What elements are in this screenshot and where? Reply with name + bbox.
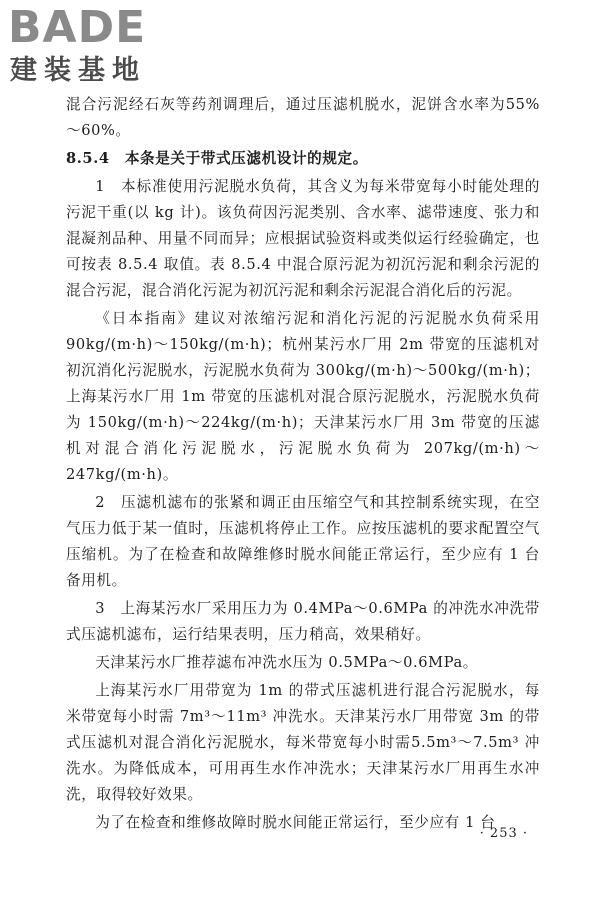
paragraph-wash-water: 上海某污水厂用带宽为 1m 的带式压滤机进行混合污泥脱水，每米带宽每小时需 7m³～11m³ 冲洗水。天津某污水厂用带宽 3m 的带式压滤机对混合消化污泥脱水，每米带宽每小时需5.5m³～7.5m³ 冲洗水。为降低成本，可用再生水作冲洗水；天津某污水厂用再生水冲洗，取得较好效果。 [66,682,540,803]
paragraph-item-3: 3 上海某污水厂采用压力为 0.4MPa～0.6MPa 的冲洗水冲洗带式压滤机滤布，运行结果表明，压力稍高，效果稍好。 [66,600,540,643]
section-heading-8-5-4: 8.5.4 本条是关于带式压滤机设计的规定。 [66,150,368,167]
paragraph-item-2: 2 压滤机滤布的张紧和调正由压缩空气和其控制系统实现，在空气压力低于某一值时，压滤机将停止工作。应按压滤机的要求配置空气压缩机。为了在检查和故障维修时脱水间能正常运行，至少应有 1 台备用机。 [66,494,540,589]
logo-word: BADE [8,2,147,53]
paragraph-continuation: 混合污泥经石灰等药剂调理后，通过压滤机脱水，泥饼含水率为55%～60%。 [66,96,540,139]
paragraph-tianjin-pressure: 天津某污水厂推荐滤布冲洗水压为 0.5MPa～0.6MPa。 [95,654,478,671]
page-body [66,92,540,838]
logo-subtitle: 建装基地 [10,55,146,86]
paragraph-standby: 为了在检查和维修故障时脱水间能正常运行，至少应有 1 台 [95,814,496,831]
logo [8,2,178,88]
page-number: · 253 · [479,826,528,841]
paragraph-item-1: 1 本标准使用污泥脱水负荷，其含义为每米带宽每小时能处理的污泥干重(以 kg 计)。该负荷因污泥类别、含水率、滤带速度、张力和混凝剂品种、用量不同而异；应根据试验资料或类似运行经验确定，也可按表 8.5.4 取值。表 8.5.4 中混合原污泥为初沉污泥和剩余污泥的混合污泥，混合消化污泥为初沉污泥和剩余污泥混合消化后的污泥。 [66,178,540,299]
paragraph-japan-guide: 《日本指南》建议对浓缩污泥和消化污泥的污泥脱水负荷采用90kg/(m·h)～150kg/(m·h)；杭州某污水厂用 2m 带宽的压滤机对初沉消化污泥脱水，污泥脱水负荷为 300kg/(m·h)～500kg/(m·h)；上海某污水厂用 1m 带宽的压滤机对混合原污泥脱水，污泥脱水负荷为 150kg/(m·h)～224kg/(m·h)；天津某污水厂用 3m 带宽的压滤机对混合消化污泥脱水，污泥脱水负荷为 207kg/(m·h)～247kg/(m·h)。 [66,310,540,483]
